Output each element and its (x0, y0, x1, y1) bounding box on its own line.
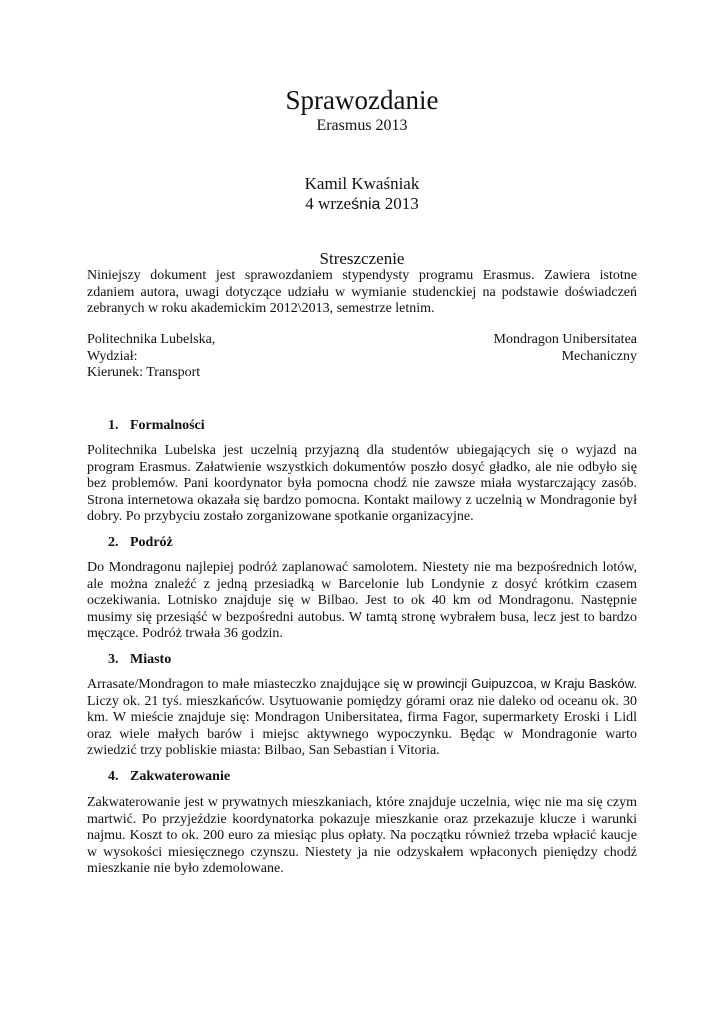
section-number: 2. (108, 535, 119, 550)
date-month-ending: śnia (351, 196, 381, 213)
home-university: Politechnika Lubelska, (87, 332, 216, 347)
abstract-heading: Streszczenie (319, 249, 405, 268)
section-heading-travel (108, 534, 173, 551)
faculty-label: Wydział: (87, 348, 138, 364)
section-text-travel: Do Mondragonu najlepiej podróż zaplanować samolotem. Niestety nie ma bezpośrednich lotów, ale można znaleźć z jedną przesiadką w Barcelonie lub Londynie z dosyć krótkim czasem oczekiwania. Lotnisko znajduje się w Bilbao. Jest to ok 40 km od Mondragonu. Następnie musimy się przesiąść w bezpośredni autobus. W tamtą stronę wybrałem busa, lecz jest to bardzo męczące. Podróż trwała 36 godzin. (87, 560, 637, 641)
section-number: 3. (108, 652, 119, 667)
city-text-part-1: Arrasate/Mondragon to małe miasteczko znajdujące się (87, 677, 404, 692)
section-text-formalities: Politechnika Lubelska jest uczelnią przyjazną dla studentów ubiegających się o wyjazd na program Erasmus. Załatwienie wszystkich dokumentów poszło dosyć gładko, ale nie odbyło się bez problemów. Pani koordynator była pomocna chodź nie zawsze miała wystarczający zasób. Strona internetowa okazała się bardzo pomocna. Kontakt mailowy z uczelnią w Mondragonie był dobry. Po przybyciu zostało zorganizowane spotkanie organizacyjne. (87, 443, 637, 524)
section-heading-city (108, 651, 171, 668)
author-name: Kamil Kwaśniak (304, 174, 420, 193)
section-heading-formalities (108, 417, 205, 434)
section-title: Podróż (130, 535, 173, 550)
date-suffix: 2013 (380, 194, 419, 213)
document-date (0, 193, 724, 215)
section-text-city (87, 676, 637, 760)
faculty-value: Mechaniczny (561, 348, 637, 364)
section-number: 4. (108, 769, 119, 784)
field-of-study: Kierunek: Transport (87, 365, 201, 380)
document-subtitle: Erasmus 2013 (316, 117, 408, 134)
section-number: 1. (108, 418, 119, 433)
section-text-accommodation: Zakwaterowanie jest w prywatnych mieszkaniach, które znajduje uczelnia, więc nie ma się czym martwić. Po przyjeździe koordynatorka pokazuje mieszkanie oraz przekazuje klucze i warunki najmu. Koszt to ok. 200 euro za miesiąc plus opłaty. Na początku również trzeba wpłacić kaucje w wysokości miesięcznego czynszu. Niestety ja nie odzyskałem wpłaconych pieniędzy chodź mieszkanie nie było zdemolowane. (87, 795, 637, 876)
section-heading-accommodation (108, 768, 230, 785)
university-info (87, 332, 637, 382)
section-title: Formalności (130, 418, 205, 433)
city-text-part-2: w prowincji Guipuzcoa, w Kraju Basków. (403, 676, 637, 691)
document-title: Sprawozdanie (285, 85, 439, 115)
city-text-part-3: Liczy ok. 21 tyś. mieszkańców. Usytuowanie pomiędzy górami oraz nie daleko od oceanu ok. 30 km. W mieście znajduje się: Mondragon Unibersitatea, firma Fagor, supermarkety Eroski i Lidl oraz wiele małych barów i miejsc aktywnego wypoczynku. Będąc w Mondragonie warto zwiedzić trzy pobliskie miasta: Bilbao, San Sebastian i Vitoria. (87, 693, 637, 758)
date-prefix: 4 wrze (305, 194, 352, 213)
host-university: Mondragon Unibersitatea (493, 332, 637, 347)
abstract-text: Niniejszy dokument jest sprawozdaniem stypendysty programu Erasmus. Zawiera istotne zdaniem autora, uwagi dotyczące udziału w wymianie studenckiej na podstawie doświadczeń zebranych w roku akademickim 2012\2013, semestrze letnim. (87, 268, 637, 316)
section-title: Zakwaterowanie (130, 769, 231, 784)
section-title: Miasto (130, 652, 172, 667)
